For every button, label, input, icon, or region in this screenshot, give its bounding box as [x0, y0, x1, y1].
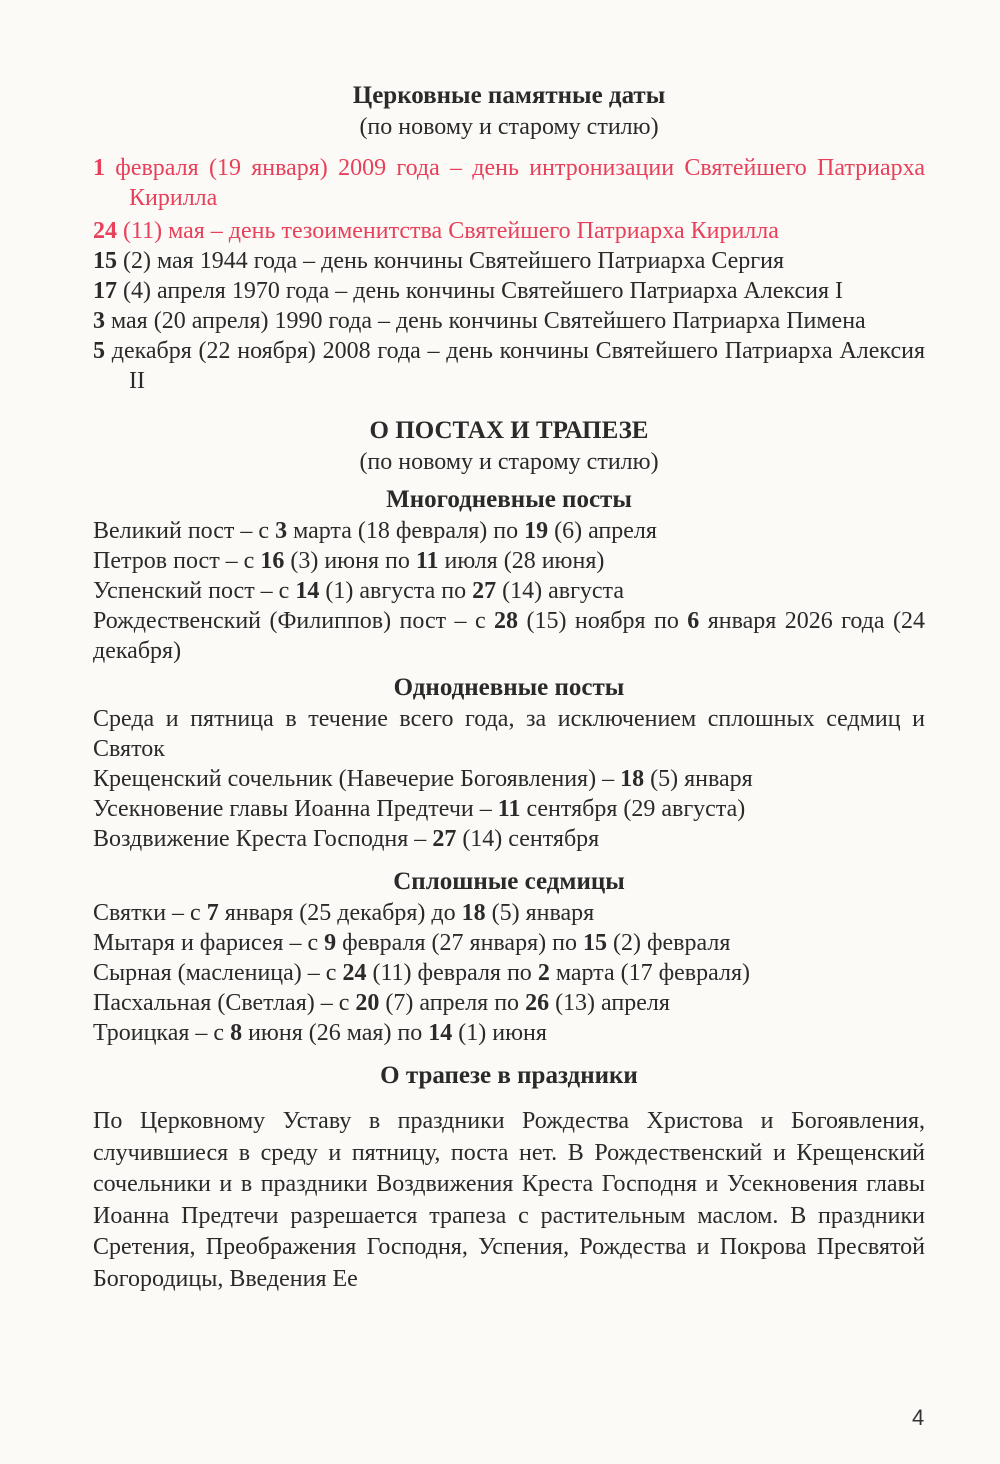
- memorial-subtitle: (по новому и старому стилю): [359, 114, 659, 140]
- fast-line: Великий пост – с 3 марта (18 февраля) по 19 (6) апреля: [93, 518, 657, 544]
- memorial-item: 1 февраля (19 января) 2009 года – день интронизации Святейшего Патриарха Кирилла: [93, 155, 925, 211]
- week-line: Троицкая – с 8 июня (26 мая) по 14 (1) июня: [93, 1020, 547, 1046]
- memorial-item: 17 (4) апреля 1970 года – день кончины Святейшего Патриарха Алексия I: [93, 278, 844, 304]
- one-day-fasts-list: [93, 704, 925, 854]
- memorial-item: 3 мая (20 апреля) 1990 года – день кончины Святейшего Патриарха Пимена: [93, 308, 866, 334]
- page-number: 4: [912, 1405, 925, 1430]
- continuous-weeks-list: [93, 898, 925, 1048]
- week-line: Святки – с 7 января (25 декабря) до 18 (5) января: [93, 900, 595, 926]
- fast-line: Крещенский сочельник (Навечерие Богоявления) – 18 (5) января: [93, 766, 753, 792]
- fast-line: Успенский пост – с 14 (1) августа по 27 (14) августа: [93, 578, 624, 604]
- page-content: [93, 80, 925, 1295]
- memorial-item: 5 декабря (22 ноября) 2008 года – день кончины Святейшего Патриарха Алексия II: [93, 338, 925, 394]
- fasts-title: О ПОСТАХ И ТРАПЕЗЕ: [369, 417, 649, 444]
- fast-intro: Среда и пятница в течение всего года, за исключением сплошных седмиц и Святок: [93, 706, 925, 762]
- memorial-list: [93, 153, 925, 396]
- week-line: Пасхальная (Светлая) – с 20 (7) апреля по 26 (13) апреля: [93, 990, 670, 1016]
- memorial-title: Церковные памятные даты: [352, 82, 666, 109]
- week-line: Мытаря и фарисея – с 9 февраля (27 января) по 15 (2) февраля: [93, 930, 731, 956]
- one-day-fasts-title: Однодневные посты: [393, 674, 625, 701]
- meal-paragraph: По Церковному Уставу в праздники Рождества Христова и Богоявления, случившиеся в среду и пятницу, поста нет. В Рождественский и Крещенский сочельники и в праздники Воздвижения Креста Господня и Усекновения главы Иоанна Предтечи разрешается трапеза с растительным маслом. В праздники Сретения, Преображения Господня, Успения, Рождества и Покрова Пресвятой Богородицы, Введения Ее: [93, 1108, 925, 1292]
- memorial-item: 15 (2) мая 1944 года – день кончины Святейшего Патриарха Сергия: [93, 248, 785, 274]
- memorial-item: 24 (11) мая – день тезоименитства Святейшего Патриарха Кирилла: [93, 218, 779, 244]
- multi-day-fasts-list: [93, 516, 925, 666]
- week-line: Сырная (масленица) – с 24 (11) февраля по 2 марта (17 февраля): [93, 960, 751, 986]
- continuous-weeks-title: Сплошные седмицы: [393, 868, 625, 895]
- fast-line: Воздвижение Креста Господня – 27 (14) сентября: [93, 826, 600, 852]
- fast-line: Петров пост – с 16 (3) июня по 11 июля (28 июня): [93, 548, 605, 574]
- fast-line: Усекновение главы Иоанна Предтечи – 11 сентября (29 августа): [93, 796, 746, 822]
- meal-title: О трапезе в праздники: [380, 1062, 638, 1089]
- fasts-subtitle: (по новому и старому стилю): [359, 449, 659, 475]
- fast-line: Рождественский (Филиппов) пост – с 28 (15) ноября по 6 января 2026 года (24 декабря): [93, 608, 926, 664]
- multi-day-fasts-title: Многодневные посты: [386, 486, 632, 513]
